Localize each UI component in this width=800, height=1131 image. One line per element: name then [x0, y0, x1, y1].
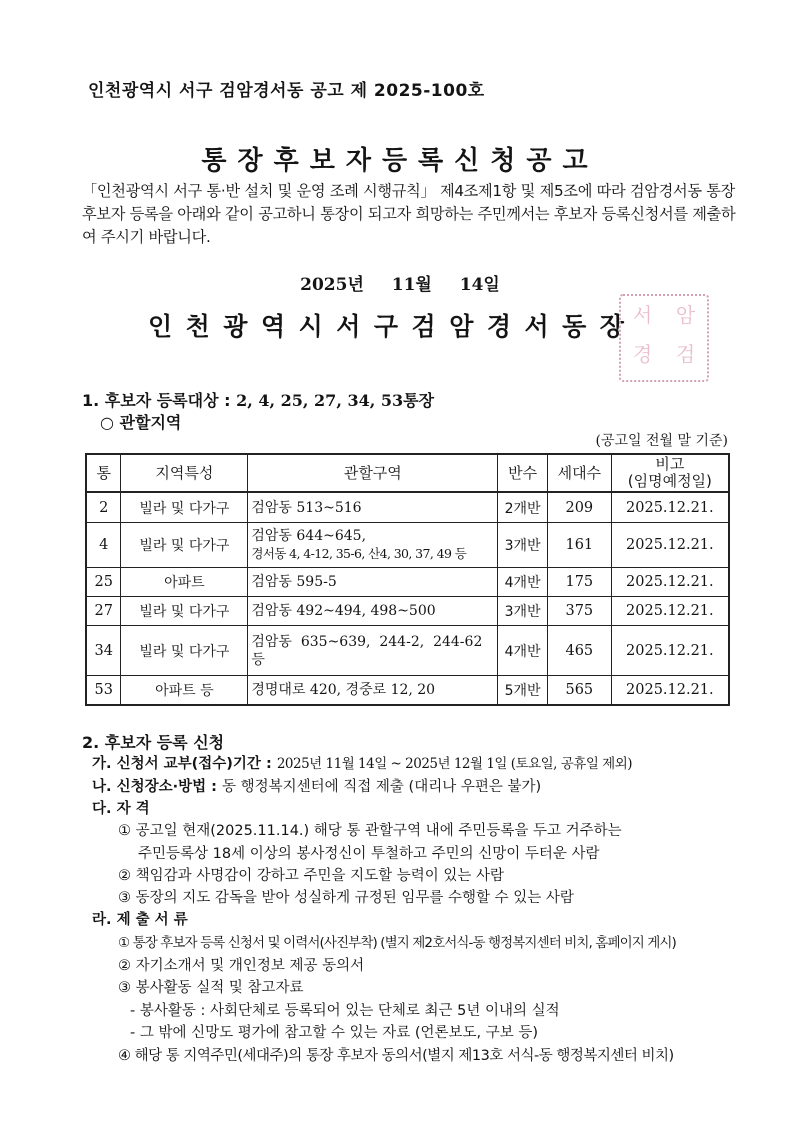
notice-date: 2025년 11월 14일 [300, 275, 500, 295]
notice-reference-number: 인천광역시 서구 검암경서동 공고 제 2025-100호 [88, 81, 485, 101]
section1-heading-values: 2, 4, 25, 27, 34, 53통장 [236, 391, 435, 410]
table-row: 2 빌라 및 다가구 검암동 513~516 2개반 209 2025.12.21. [86, 492, 729, 523]
table-row: 53 아파트 등 경명대로 420, 경중로 12, 20 5개반 565 2025.12.21. [86, 676, 729, 706]
jurisdiction-subheading: ○ 관할지역 [100, 413, 182, 432]
jurisdiction-table [85, 453, 730, 706]
qualification-item: ② 책임감과 사명감이 강하고 주민을 지도할 능력이 있는 사람 [118, 868, 505, 884]
header-area: 관할구역 [248, 454, 498, 492]
qualifications-heading: 다. 자 격 [92, 801, 150, 817]
qualification-item: ① 공고일 현재(2025.11.14.) 해당 통 관할구역 내에 주민등록을 두고 거주하는 [118, 823, 622, 839]
document-subitem: - 그 밖에 신망도 평가에 참고할 수 있는 자료 (언론보도, 구보 등) [130, 1025, 539, 1041]
section2-heading: 2. 후보자 등록 신청 [82, 733, 225, 752]
document-subitem: - 봉사활동 : 사회단체로 등록되어 있는 단체로 최근 5년 이내의 실적 [130, 1003, 560, 1019]
table-row: 34 빌라 및 다가구 검암동 635~639, 244-2, 244-62 등 4개반 465 2025.12.21. [86, 626, 729, 676]
header-remarks: 비고 (임명예정일) [611, 454, 729, 492]
official-seal-icon [619, 294, 709, 382]
table-row: 4 빌라 및 다가구 검암동 644~645, 경서동 4, 4-12, 35-6, 산4, 30, 37, 49 등 3개반 161 2025.12.21. [86, 523, 729, 568]
table-row: 25 아파트 검암동 595-5 4개반 175 2025.12.21. [86, 568, 729, 597]
header-tong: 통 [86, 454, 121, 492]
section1-heading-label: 1. 후보자 등록대상 : [82, 391, 237, 410]
application-period: 가. 신청서 교부(접수)기간 : 2025년 11월 14일 ~ 2025년 12월 1일 (토요일, 공휴일 제외) [92, 756, 632, 772]
seal-glyph: 암 [675, 303, 696, 327]
table-row: 27 빌라 및 다가구 검암동 492~494, 498~500 3개반 375 2025.12.21. [86, 597, 729, 626]
header-households: 세대수 [547, 454, 611, 492]
seal-glyph: 서 [632, 303, 653, 327]
qualification-item-continued: 주민등록상 18세 이상의 봉사정신이 투철하고 주민의 신망이 두터운 사람 [138, 846, 600, 862]
section1-heading [82, 388, 434, 411]
document-item: ① 통장 후보자 등록 신청서 및 이력서(사진부착) (별지 제2호서식-동 행정복지센터 비치, 홈페이지 게시) [118, 935, 676, 951]
document-item: ④ 해당 통 지역주민(세대주)의 통장 후보자 동의서(별지 제13호 서식-동 행정복지센터 비치) [118, 1048, 674, 1064]
document-title: 통장후보자등록신청공고 [201, 146, 599, 176]
seal-glyph: 검 [675, 342, 696, 366]
application-place-method: 나. 신청장소·방법 : 동 행정복지센터에 직접 제출 (대리나 우편은 불가) [92, 779, 542, 795]
issuer-name: 인천광역시서구검암경서동장 [148, 312, 638, 341]
seal-glyph: 경 [632, 342, 653, 366]
qualification-item: ③ 동장의 지도 감독을 받아 성실하게 규정된 임무를 수행할 수 있는 사람 [118, 890, 574, 906]
documents-heading: 라. 제 출 서 류 [92, 912, 188, 928]
header-bans: 반수 [498, 454, 548, 492]
basis-note: (공고일 전월 말 기준) [595, 433, 728, 449]
header-type: 지역특성 [121, 454, 248, 492]
intro-paragraph: 「인천광역시 서구 통·반 설치 및 운영 조례 시행규칙」 제4조제1항 및 제5조에 따라 검암경서동 통장 후보자 등록을 아래와 같이 공고하니 통장이 되고자 희망하는 주민께서는 후보자 등록신청서를 제출하여 주시기 바랍니다. [82, 182, 736, 246]
table-header-row [86, 454, 729, 492]
document-item: ③ 봉사활동 실적 및 참고자료 [118, 980, 304, 996]
document-item: ② 자기소개서 및 개인정보 제공 동의서 [118, 958, 365, 974]
